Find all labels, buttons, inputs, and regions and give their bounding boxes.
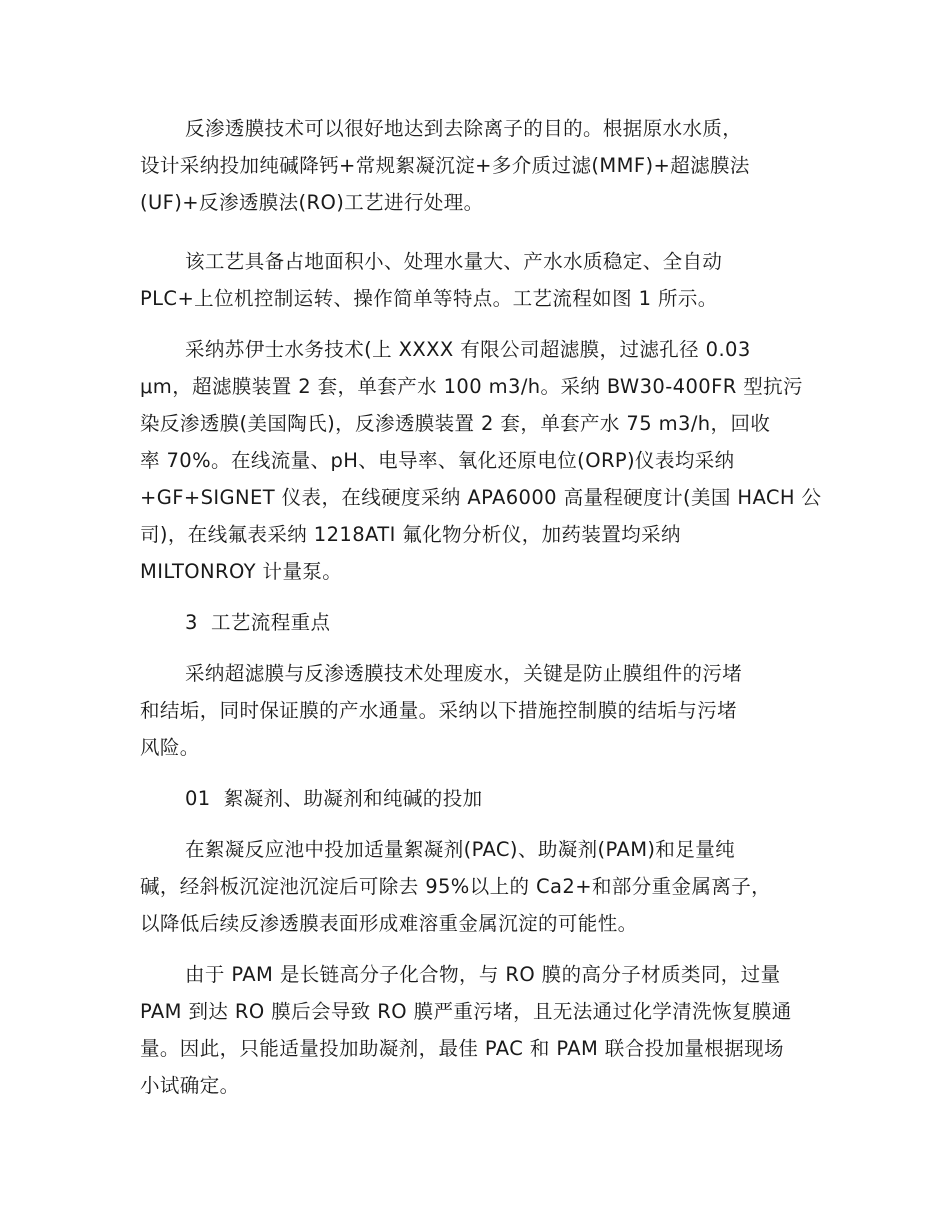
paragraph-line: 该工艺具备占地面积小、处理水量大、产水水质稳定、全自动 — [185, 250, 723, 273]
paragraph-line: 风险。 — [140, 736, 200, 759]
paragraph-line: 反渗透膜技术可以很好地达到去除离子的目的。根据原水水质， — [185, 117, 743, 140]
paragraph-pam — [140, 956, 820, 1104]
paragraph-line: 采纳苏伊士水务技术(上 XXXX 有限公司超滤膜，过滤孔径 0.03 — [185, 338, 751, 361]
paragraph-line: 量。因此，只能适量投加助凝剂，最佳 PAC 和 PAM 联合投加量根据现场 — [140, 1037, 784, 1060]
paragraph-line: μm，超滤膜装置 2 套，单套产水 100 m3/h。采纳 BW30-400FR 型抗污 — [140, 375, 803, 398]
paragraph-line: 设计采纳投加纯碱降钙+常规絮凝沉淀+多介质过滤(MMF)+超滤膜法 — [140, 154, 750, 177]
paragraph-line: 由于 PAM 是长链高分子化合物，与 RO 膜的高分子材质类同，过量 — [185, 963, 781, 986]
paragraph-line: 和结垢，同时保证膜的产水通量。采纳以下措施控制膜的结垢与污堵 — [140, 699, 738, 722]
subsection-heading-text: 01 絮凝剂、助凝剂和纯碱的投加 — [185, 787, 483, 810]
document-body — [140, 110, 820, 1124]
paragraph-line: PAM 到达 RO 膜后会导致 RO 膜严重污堵，且无法通过化学清洗恢复膜通 — [140, 1000, 792, 1023]
paragraph-line: 采纳超滤膜与反渗透膜技术处理废水，关键是防止膜组件的污堵 — [185, 662, 743, 685]
paragraph-line: PLC+上位机控制运转、操作简单等特点。工艺流程如图 1 所示。 — [140, 287, 718, 310]
paragraph-line: MILTONROY 计量泵。 — [140, 560, 343, 583]
paragraph-line: 染反渗透膜(美国陶氏)，反渗透膜装置 2 套，单套产水 75 m3/h，回收 — [140, 412, 771, 435]
paragraph-dosing — [140, 831, 820, 942]
paragraph-line: 碱，经斜板沉淀池沉淀后可除去 95%以上的 Ca2+和部分重金属离子， — [140, 875, 772, 898]
paragraph-intro — [140, 110, 820, 221]
paragraph-line: (UF)+反渗透膜法(RO)工艺进行处理。 — [140, 191, 484, 214]
paragraph-line: +GF+SIGNET 仪表，在线硬度采纳 APA6000 高量程硬度计(美国 HACH 公 — [140, 486, 822, 509]
section-heading — [140, 604, 820, 641]
paragraph-equipment — [140, 331, 820, 590]
paragraph-line: 司)，在线氟表采纳 1218ATI 氟化物分析仪，加药装置均采纳 — [140, 523, 681, 546]
paragraph-line: 率 70%。在线流量、pH、电导率、氧化还原电位(ORP)仪表均采纳 — [140, 449, 735, 472]
paragraph-features — [140, 243, 820, 317]
subsection-heading — [140, 780, 820, 817]
paragraph-line: 以降低后续反渗透膜表面形成难溶重金属沉淀的可能性。 — [140, 912, 638, 935]
paragraph-line: 小试确定。 — [140, 1074, 240, 1097]
section-heading-text: 3 工艺流程重点 — [185, 611, 331, 634]
paragraph-line: 在絮凝反应池中投加适量絮凝剂(PAC)、助凝剂(PAM)和足量纯 — [185, 838, 736, 861]
paragraph-key-points — [140, 655, 820, 766]
